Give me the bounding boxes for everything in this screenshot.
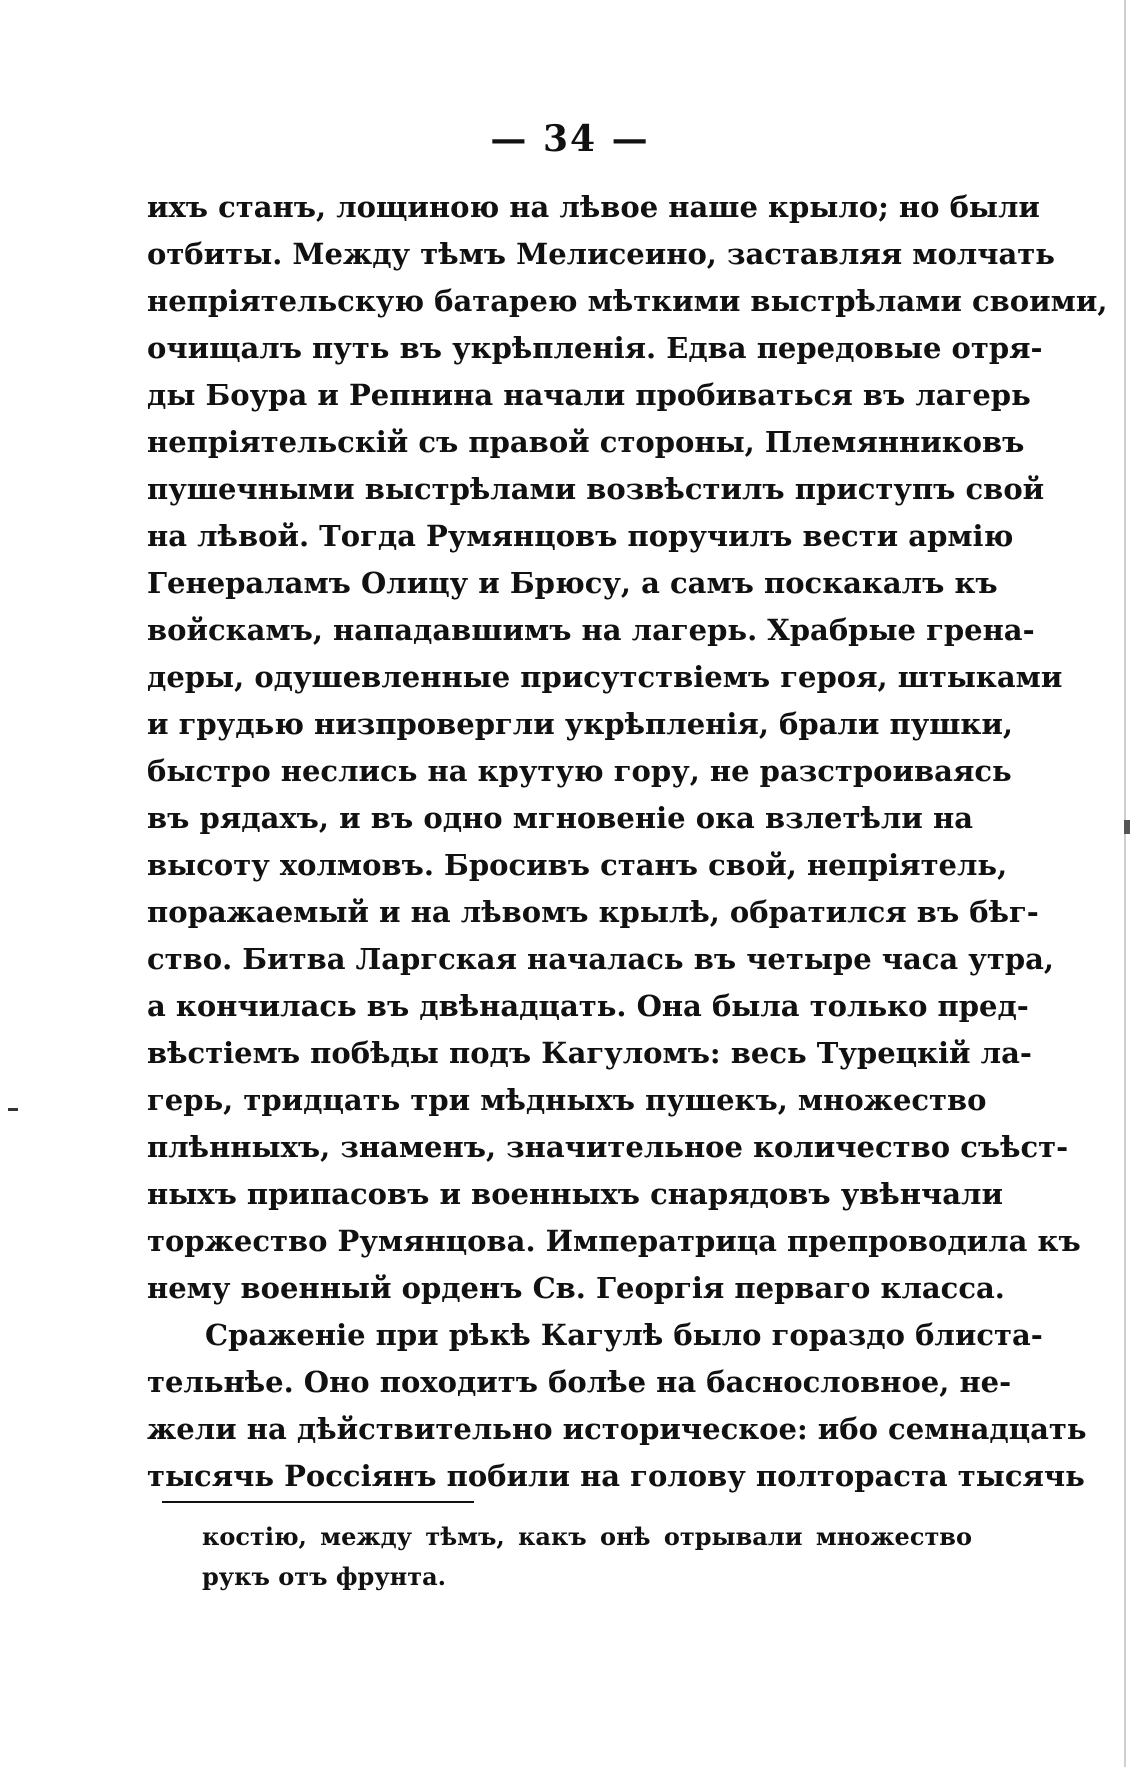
page-edge-shadow	[1124, 0, 1126, 1767]
text-line: ды Боура и Репнина начали пробиваться въ лагерь	[147, 378, 1031, 412]
page-edge-mark	[1124, 820, 1130, 834]
text-line: отбиты. Между тѣмъ Мелисеино, заставляя молчать	[147, 237, 1055, 271]
footnote-line: костію, между тѣмъ, какъ онѣ отрывали множество	[202, 1522, 972, 1551]
text-line: деры, одушевленные присутствіемъ героя, штыками	[147, 660, 1063, 694]
text-line: и грудью низпровергли укрѣпленія, брали пушки,	[147, 707, 1013, 741]
text-line: жели на дѣйствительно историческое: ибо семнадцать	[147, 1412, 1087, 1446]
footnote-line: рукъ отъ фрунта.	[202, 1562, 447, 1591]
page-number: — 34 —	[490, 118, 650, 160]
text-line: ныхъ припасовъ и военныхъ снарядовъ увѣнчали	[147, 1177, 1003, 1211]
text-line: быстро неслись на крутую гору, не разстроиваясь	[147, 754, 1012, 788]
text-line: поражаемый и на лѣвомъ крылѣ, обратился въ бѣг-	[147, 895, 1039, 929]
text-line: высоту холмовъ. Бросивъ станъ свой, непріятель,	[147, 848, 1008, 882]
footnote	[202, 1517, 972, 1597]
text-line: Генераламъ Олицу и Брюсу, а самъ поскакалъ къ	[147, 566, 998, 600]
text-line: въ рядахъ, и въ одно мгновеніе ока взлетѣли на	[147, 801, 973, 835]
text-line: непріятельскую батарею мѣткими выстрѣлами своими,	[147, 284, 1108, 318]
text-line: а кончилась въ двѣнадцать. Она была только пред-	[147, 989, 1029, 1023]
text-line: пушечными выстрѣлами возвѣстилъ приступъ свой	[147, 472, 1045, 506]
text-line: на лѣвой. Тогда Румянцовъ поручилъ вести армію	[147, 519, 1014, 553]
text-line: герь, тридцать три мѣдныхъ пушекъ, множество	[147, 1083, 987, 1117]
text-line: войскамъ, нападавшимъ на лагерь. Храбрые грена-	[147, 613, 1035, 647]
text-line: очищалъ путь въ укрѣпленія. Едва передовые отря-	[147, 331, 1043, 365]
text-line: тельнѣе. Оно походитъ болѣе на баснословное, не-	[147, 1365, 1012, 1399]
footnote-separator	[162, 1501, 474, 1503]
text-line: ство. Битва Ларгская началась въ четыре часа утра,	[147, 942, 1055, 976]
text-line: вѣстіемъ побѣды подъ Кагуломъ: весь Турецкій ла-	[147, 1036, 1032, 1070]
main-text	[147, 184, 1108, 1500]
paragraph-start-line: Сраженіе при рѣкѣ Кагулѣ было гораздо блиста-	[205, 1318, 1043, 1352]
text-line: плѣнныхъ, знаменъ, значительное количество съѣст-	[147, 1130, 1069, 1164]
text-line: нему военный орденъ Св. Георгія перваго класса.	[147, 1271, 1005, 1305]
margin-mark	[8, 1108, 18, 1111]
text-line: торжество Румянцова. Императрица препроводила къ	[147, 1224, 1081, 1258]
text-line: непріятельскій съ правой стороны, Племянниковъ	[147, 425, 1025, 459]
text-line: тысячь Россіянъ побили на голову полтораста тысячь	[147, 1459, 1085, 1493]
text-line: ихъ станъ, лощиною на лѣвое наше крыло; но были	[147, 190, 1040, 224]
